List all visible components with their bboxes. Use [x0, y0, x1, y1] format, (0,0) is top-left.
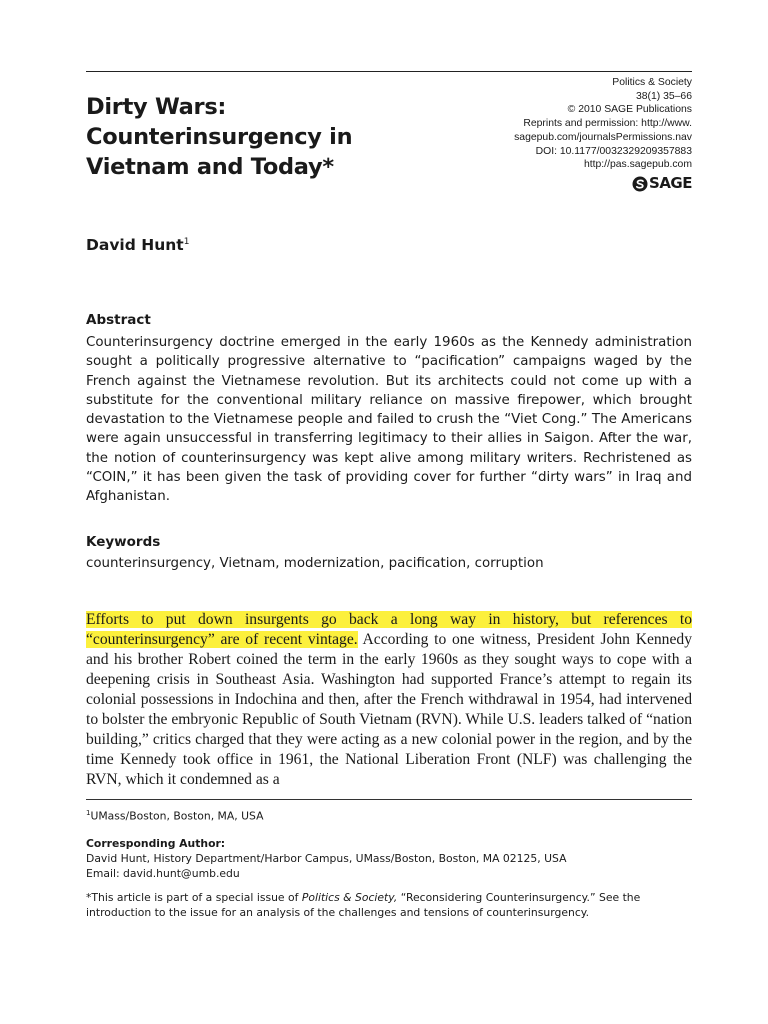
abstract-heading: Abstract	[86, 312, 151, 328]
footnotes	[86, 806, 692, 920]
article-title	[86, 92, 446, 182]
affiliation-footnote	[86, 806, 692, 824]
author-line	[86, 236, 189, 254]
keywords-heading: Keywords	[86, 534, 161, 550]
reprints-line-1[interactable]: Reprints and permission: http://www.	[523, 118, 692, 130]
special-issue-post: “Reconsidering Counterinsurgency.” See the introduction to the issue for an analysis of the challenges and tensions of counterinsurgency.	[86, 890, 641, 919]
top-rule	[86, 71, 692, 72]
corresponding-author-label: Corresponding Author:	[86, 836, 226, 850]
title-line: Dirty Wars:	[86, 94, 227, 120]
keywords-text: counterinsurgency, Vietnam, modernization, pacification, corruption	[86, 556, 544, 571]
corresponding-address: David Hunt, History Department/Harbor Campus, UMass/Boston, Boston, MA 02125, USA	[86, 851, 567, 865]
author-name: David Hunt	[86, 236, 184, 254]
affiliation-text: UMass/Boston, Boston, MA, USA	[90, 809, 264, 823]
abstract-text: Counterinsurgency doctrine emerged in the early 1960s as the Kennedy administration sought a politically progressive alternative to “pacification” campaigns waged by the French against the Vietnamese revolution. But its architects could not come up with a substitute for the conventional military reliance on massive firepower, which brought devastation to the Vietnamese people and failed to crush the “Viet Cong.” The Americans were again unsuccessful in transferring legitimacy to their allies in Saigon. After the war, the notion of counterinsurgency was kept alive among military writers. Rechristened as “COIN,” it has been given the task of providing cover for further “dirty wars” in Iraq and Afghanistan.	[86, 335, 692, 505]
body-paragraph	[86, 610, 692, 790]
journal-volume-pages: 38(1) 35–66	[635, 90, 692, 102]
author-affiliation-mark: 1	[183, 236, 190, 247]
title-line: Vietnam and Today*	[86, 154, 334, 180]
highlighted-text[interactable]: Efforts to put down insurgents go back a long way in history, but references to “counterinsurgency” are of recent vintage.	[86, 611, 692, 648]
journal-url[interactable]: http://pas.sagepub.com	[583, 159, 692, 171]
journal-copyright: © 2010 SAGE Publications	[567, 104, 692, 116]
special-issue-journal: Politics & Society,	[301, 890, 398, 904]
footnote-rule	[86, 799, 692, 800]
journal-name: Politics & Society	[612, 77, 692, 88]
special-issue-note	[86, 890, 692, 920]
title-line: Counterinsurgency in	[86, 124, 353, 150]
corresponding-email[interactable]: Email: david.hunt@umb.edu	[86, 866, 240, 880]
doi[interactable]: DOI: 10.1177/0032329209357883	[535, 145, 692, 157]
special-issue-pre: *This article is part of a special issue of	[86, 890, 302, 904]
sage-s-icon	[632, 176, 648, 192]
sage-logo-text: SAGE	[649, 174, 692, 193]
journal-metadata	[462, 76, 692, 197]
sage-logo	[632, 176, 692, 192]
affiliation-mark: 1	[86, 809, 91, 817]
reprints-line-2[interactable]: sagepub.com/journalsPermissions.nav	[514, 131, 692, 143]
body-text: According to one witness, President John Kennedy and his brother Robert coined the term in the early 1960s as they sought ways to cope with a deepening crisis in Southeast Asia. Washington had supported France’s attempt to regain its colonial possessions in Indochina and then, after the French withdrawal in 1954, had intervened to bolster the embryonic Republic of South Vietnam (RVN). While U.S. leaders talked of “nation building,” critics charged that they were acting as a new colonial power in the region, and by the time Kennedy took office in 1961, the National Liberation Front (NLF) was challenging the RVN, which it condemned as a	[86, 631, 692, 788]
